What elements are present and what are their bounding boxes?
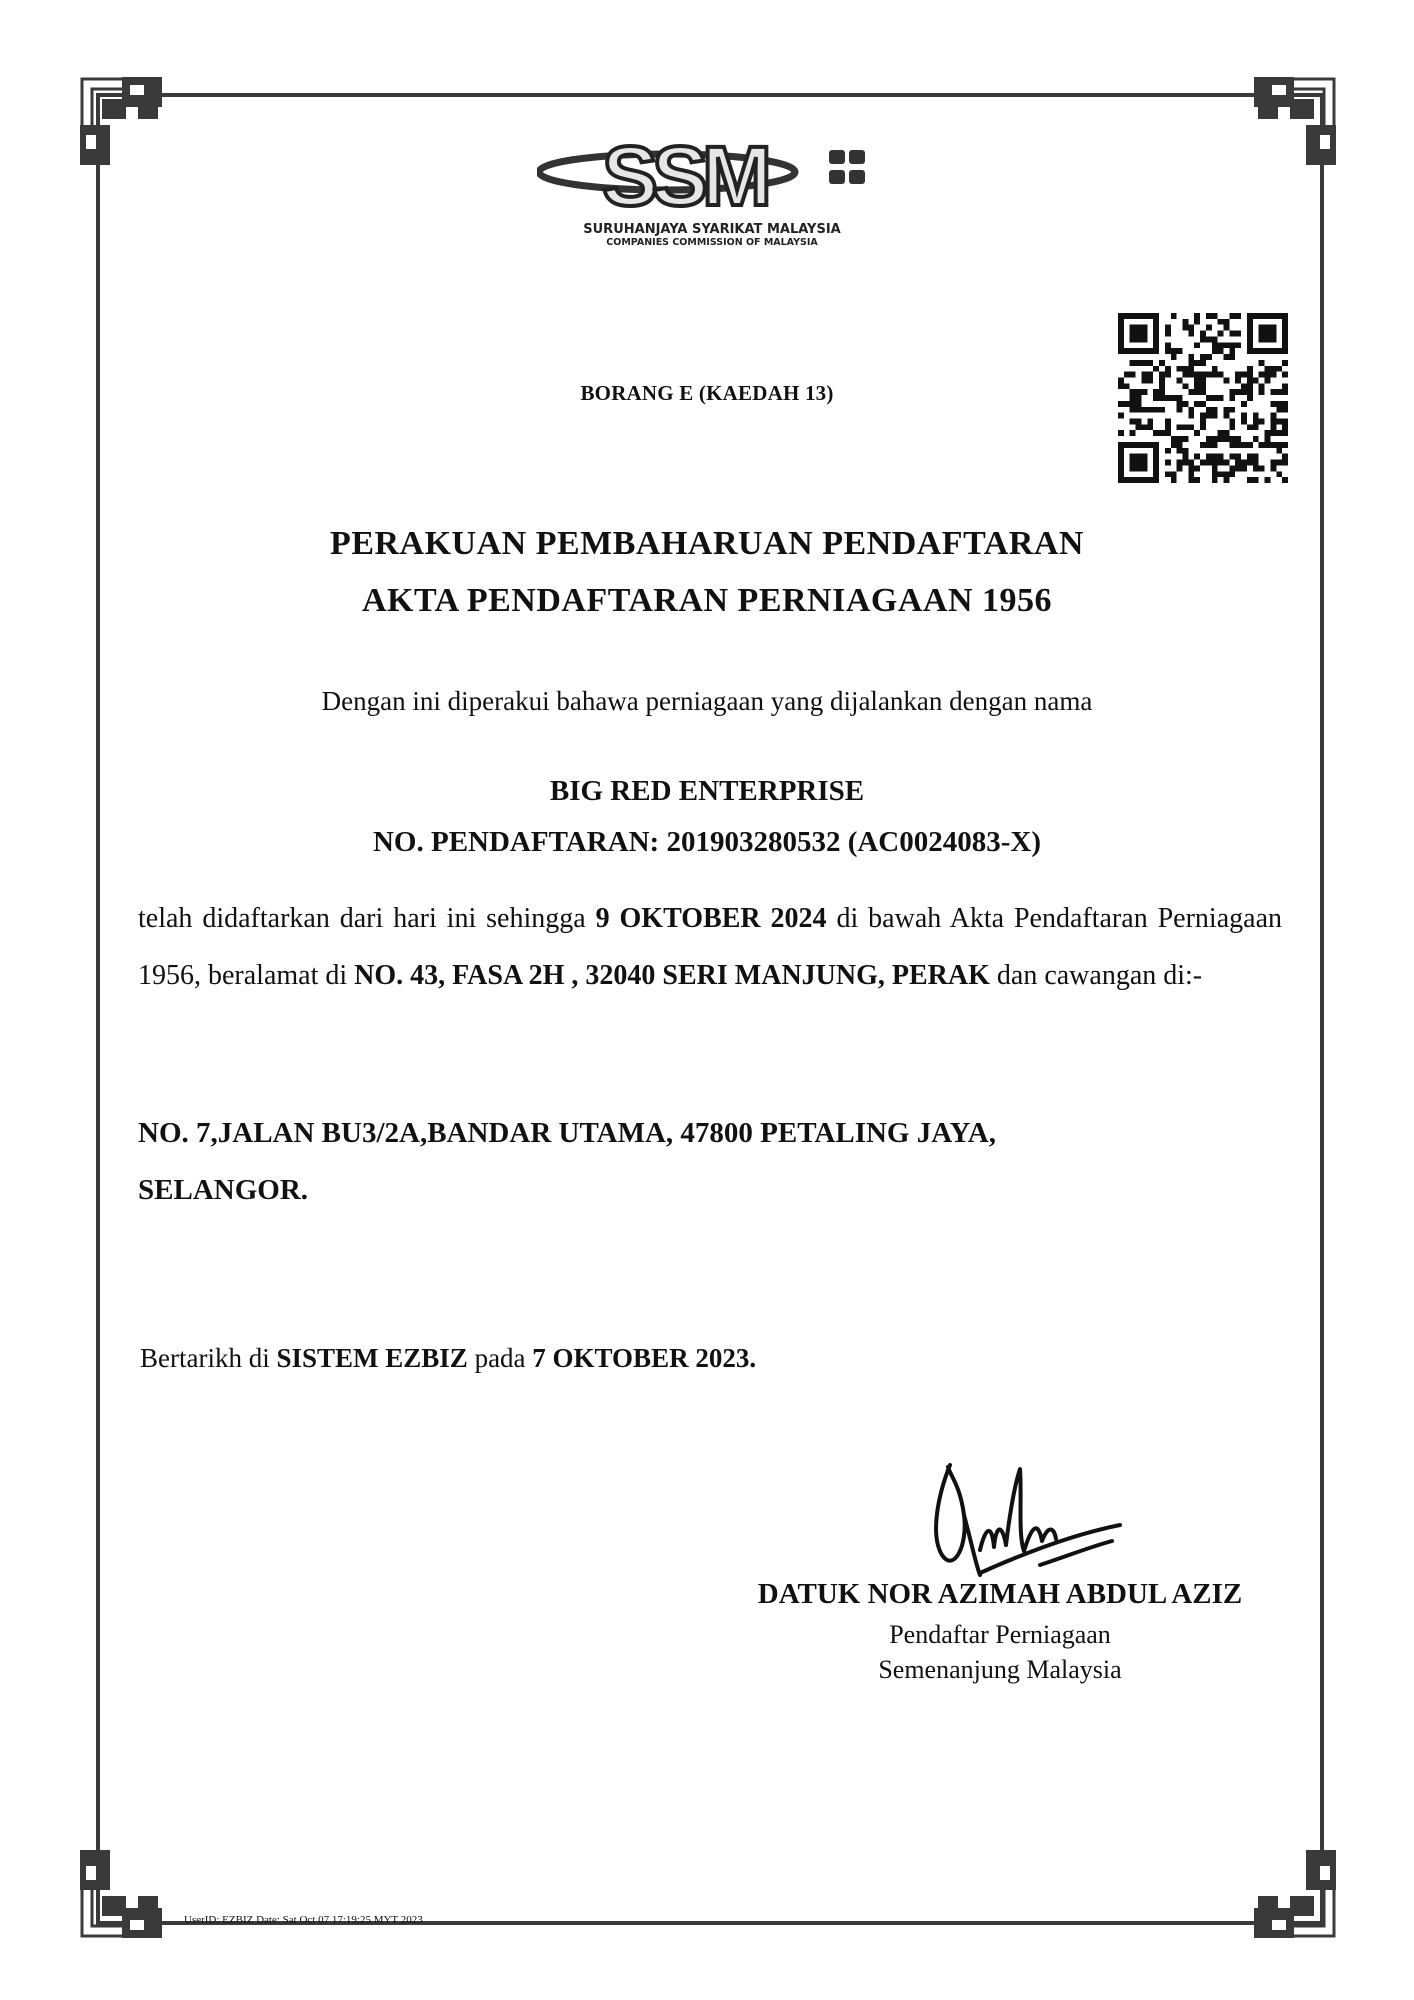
logo-line1: SURUHANJAYA SYARIKAT MALAYSIA xyxy=(583,222,841,237)
signatory-role: Pendaftar Perniagaan xyxy=(889,1620,1111,1649)
registration-number: NO. PENDAFTARAN: 201903280532 (AC0024083-X) xyxy=(372,826,1042,858)
branch-address-line1: NO. 7,JALAN BU3/2A,BANDAR UTAMA, 47800 PETALING JAYA, xyxy=(138,1117,996,1149)
signature xyxy=(920,1455,1130,1585)
form-reference: BORANG E (KAEDAH 13) xyxy=(580,381,834,405)
business-address: NO. 43, FASA 2H , 32040 SERI MANJUNG, PERAK xyxy=(354,960,990,991)
business-name: BIG RED ENTERPRISE xyxy=(549,775,865,807)
certificate-title-line2: AKTA PENDAFTARAN PERNIAGAAN 1956 xyxy=(361,582,1053,619)
registration-statement xyxy=(138,890,1282,1004)
intro-statement: Dengan ini diperakui bahawa perniagaan yang dijalankan dengan nama xyxy=(321,686,1093,716)
branch-address xyxy=(138,1105,1282,1219)
statement-text-3: dan cawangan di:- xyxy=(989,960,1203,991)
certificate-title-line1: PERAKUAN PEMBAHARUAN PENDAFTARAN xyxy=(330,525,1084,562)
issue-date: 7 OKTOBER 2023. xyxy=(532,1343,757,1373)
signatory-region: Semenanjung Malaysia xyxy=(878,1655,1122,1684)
dated-statement xyxy=(140,1343,756,1374)
corner-ornament-top-right xyxy=(1228,75,1338,185)
svg-text:SSM: SSM xyxy=(602,130,767,223)
statement-text-1: telah didaftarkan dari hari ini sehingga xyxy=(138,903,596,934)
expiry-date: 9 OKTOBER 2024 xyxy=(595,903,827,934)
signatory-name: DATUK NOR AZIMAH ABDUL AZIZ xyxy=(757,1578,1243,1610)
logo-line2: COMPANIES COMMISSION OF MALAYSIA xyxy=(606,237,818,248)
dated-text-2: pada xyxy=(467,1343,533,1373)
footer-audit-stamp: UserID: EZBIZ Date: Sat Oct 07 17:19:25 MYT 2023 xyxy=(184,1914,423,1926)
corner-ornament-bottom-left xyxy=(78,1830,188,1940)
corner-ornament-top-left xyxy=(78,75,188,185)
statement-text-2: di bawah Akta Pendaftaran Perniagaan 1956, beralamat di xyxy=(138,903,1282,991)
branch-address-line2: SELANGOR. xyxy=(138,1174,309,1206)
dated-text-1: Bertarikh di xyxy=(140,1343,277,1373)
ssm-logo xyxy=(537,130,887,260)
issuing-system: SISTEM EZBIZ xyxy=(276,1343,468,1373)
corner-ornament-bottom-right xyxy=(1228,1830,1338,1940)
